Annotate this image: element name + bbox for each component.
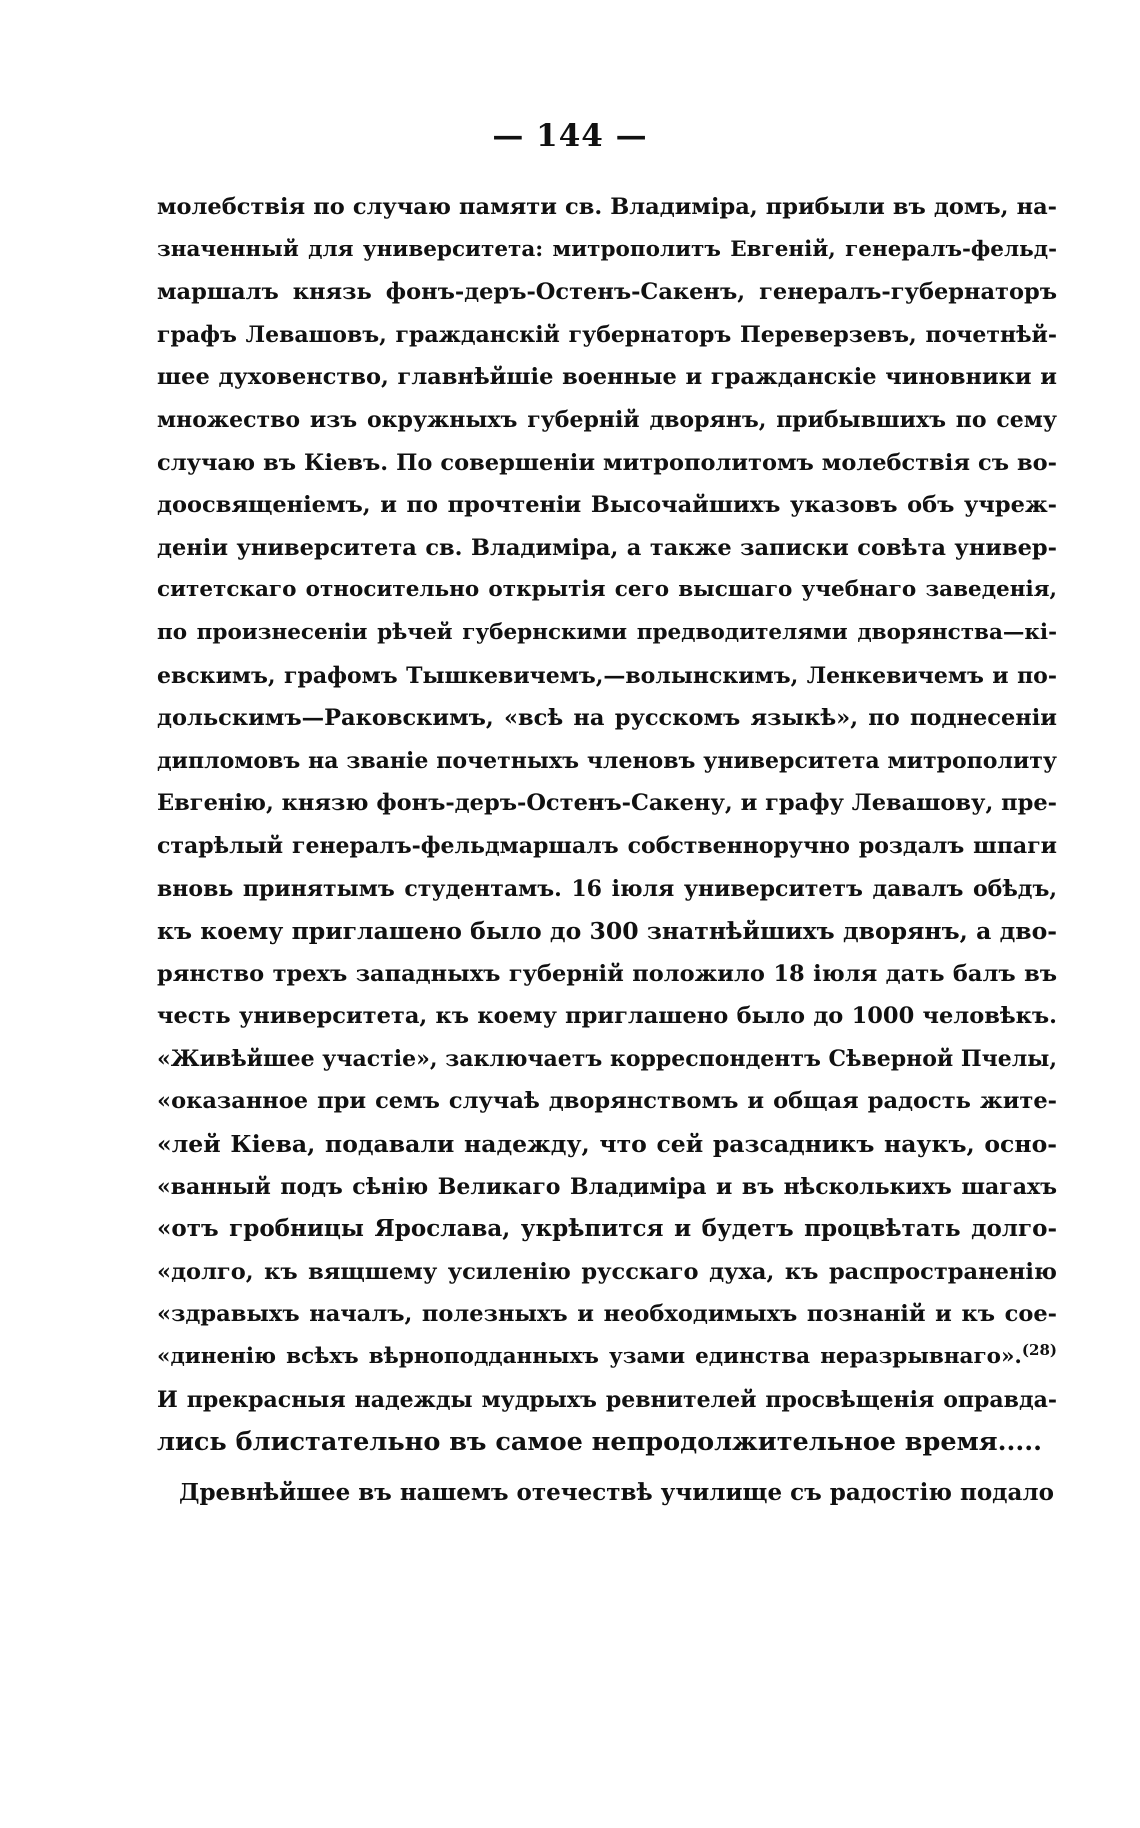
- text-line: «Живѣйшее участіе», заключаетъ корреспондентъ Сѣверной Пчелы,: [157, 1045, 1057, 1072]
- text-line: Евгенію, князю фонъ-деръ-Остенъ-Сакену, и графу Левашову, пре-: [157, 790, 1057, 817]
- text-line: вновь принятымъ студентамъ. 16 іюля университетъ давалъ обѣдъ,: [157, 875, 1057, 902]
- text-line: дипломовъ на званіе почетныхъ членовъ университета митрополиту: [157, 747, 1057, 774]
- text-line: молебствія по случаю памяти св. Владиміра, прибыли въ домъ, на-: [157, 194, 1057, 220]
- text-line: по произнесеніи рѣчей губернскими предводителями дворянства—кі-: [157, 619, 1057, 645]
- body-text: [157, 186, 1057, 1514]
- text-line: И прекрасныя надежды мудрыхъ ревнителей просвѣщенія оправда-: [157, 1386, 1057, 1413]
- text-line: лись блистательно въ самое непродолжительное время.....: [157, 1427, 1042, 1458]
- text-line: «оказанное при семъ случаѣ дворянствомъ и общая радость жите-: [157, 1088, 1057, 1115]
- text-line: дольскимъ—Раковскимъ, «всѣ на русскомъ языкѣ», по поднесеніи: [157, 705, 1057, 732]
- text-line: «долго, къ вящшему усиленію русскаго духа, къ распространенію: [157, 1258, 1057, 1285]
- footnote-reference: (28): [1021, 1340, 1057, 1359]
- text-line-content: «диненію всѣхъ вѣрноподданныхъ узами единства неразрывнаго».: [157, 1344, 1022, 1370]
- text-line: маршалъ князь фонъ-деръ-Остенъ-Сакенъ, генералъ-губернаторъ: [157, 279, 1057, 306]
- text-line: случаю въ Кіевъ. По совершеніи митрополитомъ молебствія съ во-: [157, 449, 1057, 476]
- text-line: старѣлый генералъ-фельдмаршалъ собственноручно роздалъ шпаги: [157, 832, 1057, 859]
- text-line: ситетскаго относительно открытія сего высшаго учебнаго заведенія,: [157, 577, 1057, 603]
- text-line: значенный для университета: митрополитъ Евгеній, генералъ-фельд-: [157, 236, 1057, 262]
- text-line: деніи университета св. Владиміра, а также записки совѣта универ-: [157, 534, 1057, 561]
- text-line: честь университета, къ коему приглашено было до 1000 человѣкъ.: [157, 1003, 1057, 1030]
- text-line: графъ Левашовъ, гражданскій губернаторъ Переверзевъ, почетнѣй-: [157, 321, 1057, 348]
- text-line: «ванный подъ сѣнію Великаго Владиміра и въ нѣсколькихъ шагахъ: [157, 1173, 1057, 1200]
- page-number: — 144 —: [492, 118, 648, 154]
- text-line: доосвященіемъ, и по прочтеніи Высочайшихъ указовъ объ учреж-: [157, 492, 1057, 519]
- text-line: множество изъ окружныхъ губерній дворянъ, прибывшихъ по сему: [157, 406, 1057, 433]
- text-line-with-footnote: [157, 1336, 1057, 1379]
- text-line: евскимъ, графомъ Тышкевичемъ,—волынскимъ, Ленкевичемъ и по-: [157, 662, 1057, 689]
- text-line: Древнѣйшее въ нашемъ отечествѣ училище съ радостію подало: [179, 1478, 1054, 1506]
- text-line: шее духовенство, главнѣйшіе военные и гражданскіе чиновники и: [157, 364, 1057, 391]
- text-line: рянство трехъ западныхъ губерній положило 18 іюля дать балъ въ: [157, 960, 1057, 987]
- text-line: «лей Кіева, подавали надежду, что сей разсадникъ наукъ, осно-: [157, 1130, 1057, 1159]
- text-line: «отъ гробницы Ярослава, укрѣпится и будетъ процвѣтать долго-: [157, 1215, 1057, 1243]
- text-line: къ коему приглашено было до 300 знатнѣйшихъ дворянъ, а дво-: [157, 917, 1057, 946]
- text-line: «здравыхъ началъ, полезныхъ и необходимыхъ познаній и къ сое-: [157, 1301, 1057, 1328]
